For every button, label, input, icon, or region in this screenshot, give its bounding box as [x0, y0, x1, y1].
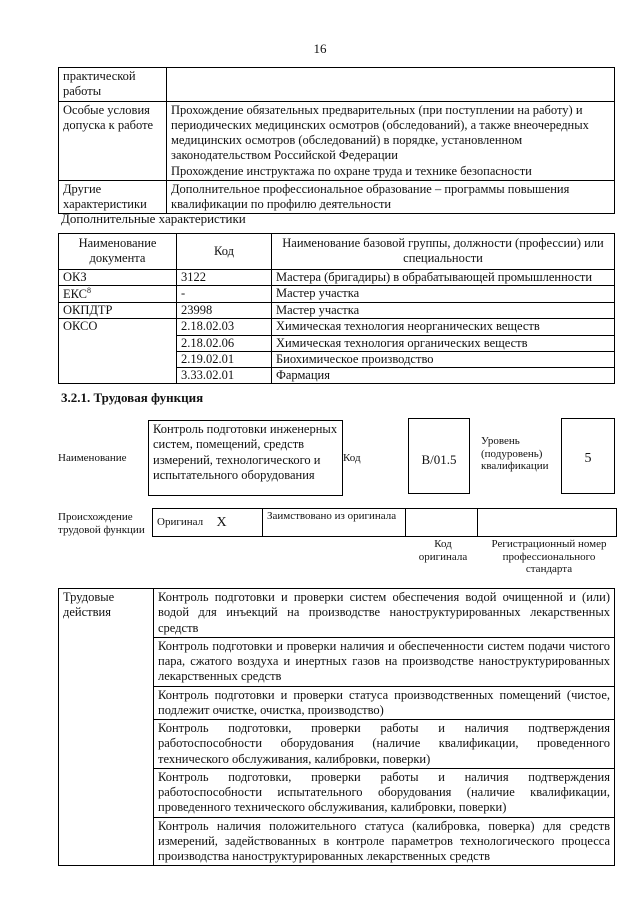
level-label: Уровень (подуровень) квалификации [481, 435, 549, 473]
table-row [59, 101, 615, 180]
name-cell: Биохимическое производство [272, 351, 615, 367]
table-row [59, 180, 615, 214]
level-value: 5 [584, 451, 592, 466]
original-mark: X [213, 509, 263, 537]
action-item: Контроль наличия положительного статуса (калибровка, поверка) для средств измерений, задействованных в контроле параметров технологического процесса производства наноструктурированных лекарственных средств [154, 817, 615, 866]
doc-name: ЕКС [63, 286, 87, 301]
column-header: Наименование документа [59, 234, 177, 270]
extra-characteristics-caption: Дополнительные характеристики [61, 211, 246, 226]
section-title: 3.2.1. Трудовая функция [61, 390, 204, 405]
name-label: Наименование [58, 452, 127, 464]
doc-cell: ОКЗ [59, 269, 177, 285]
code-cell: - [177, 285, 272, 302]
table-row [59, 303, 615, 319]
table-row [59, 269, 615, 285]
action-item: Контроль подготовки, проверки работы и наличия подтверждения работоспособности оборудования (наличие квалификации, проведенного технического обслуживания, калибровки, поверки) [154, 720, 615, 769]
doc-cell: ОКПДТР [59, 303, 177, 319]
row-content [167, 68, 615, 102]
condition-text: Дополнительное профессиональное образование – программы повышения квалификации по профилю деятельности [171, 181, 570, 211]
code-cell: 3122 [177, 269, 272, 285]
table-row [59, 319, 615, 335]
doc-cell: ОКСО [59, 319, 177, 384]
condition-text: Прохождение обязательных предварительных (при поступлении на работу) и периодических медицинских осмотров (обследований), а также внеочередных медицинских осмотров (обследований) в порядке, установленном законодательством Российской Федерации [171, 102, 589, 163]
row-label: Трудовые действия [59, 589, 154, 866]
page-number: 16 [313, 41, 327, 56]
row-content [167, 101, 615, 180]
row-label: Другие характеристики [59, 180, 167, 214]
reg-number-cell [478, 509, 617, 537]
code-cell: 3.33.02.01 [177, 368, 272, 384]
original-code-caption: Код оригинала [418, 538, 468, 563]
code-cell: 2.18.02.03 [177, 319, 272, 335]
borrowed-cell: Заимствовано из оригинала [263, 509, 406, 537]
name-cell: Химическая технология неорганических веществ [272, 319, 615, 335]
code-label: Код [343, 452, 361, 464]
origin-label: Происхождение трудовой функции [58, 511, 145, 536]
row-label: Особые условия допуска к работе [59, 101, 167, 180]
condition-text: Прохождение инструктажа по охране труда и технике безопасности [171, 163, 532, 178]
qualification-conditions-table [58, 67, 615, 214]
doc-cell [59, 285, 177, 302]
table-row [59, 589, 615, 638]
reg-number-caption: Регистрационный номер профессионального стандарта [491, 538, 607, 576]
labour-actions-table [58, 588, 615, 866]
column-header: Код [177, 234, 272, 270]
name-cell: Химическая технология органических веществ [272, 335, 615, 351]
action-item: Контроль подготовки и проверки систем обеспечения водой очищенной и (или) водой для инъекций на производстве наноструктурированных лекарственных средств [154, 589, 615, 638]
name-cell: Мастер участка [272, 303, 615, 319]
original-cell: Оригинал [153, 509, 213, 537]
code-cell: 2.18.02.06 [177, 335, 272, 351]
action-item: Контроль подготовки и проверки наличия и обеспеченности систем подачи чистого пара, сжатого воздуха и инертных газов на производстве наноструктурированных лекарственных средств [154, 637, 615, 686]
table-row [59, 285, 615, 302]
function-name-box: Контроль подготовки инженерных систем, помещений, средств измерений, технологического и испытательного оборудования [148, 420, 343, 496]
footnote-mark: 8 [87, 285, 91, 295]
row-content [167, 180, 615, 214]
table-row [59, 68, 615, 102]
table-header-row [59, 234, 615, 270]
extra-characteristics-table [58, 233, 615, 384]
name-cell: Мастера (бригадиры) в обрабатывающей промышленности [272, 269, 615, 285]
code-value: B/01.5 [421, 452, 457, 467]
name-cell: Мастер участка [272, 285, 615, 302]
code-cell: 2.19.02.01 [177, 351, 272, 367]
row-label: практической работы [59, 68, 167, 102]
table-row [153, 509, 617, 537]
origin-table [152, 508, 617, 537]
code-box [408, 418, 470, 494]
action-item: Контроль подготовки, проверки работы и наличия подтверждения работоспособности испытательного оборудования (наличие квалификации, проведенного технического обслуживания, калибровки, поверки) [154, 768, 615, 817]
name-cell: Фармация [272, 368, 615, 384]
level-box [561, 418, 615, 494]
original-code-cell [406, 509, 478, 537]
action-item: Контроль подготовки и проверки статуса производственных помещений (чистое, подлежит очистке, очистка, производство) [154, 686, 615, 720]
code-cell: 23998 [177, 303, 272, 319]
column-header: Наименование базовой группы, должности (профессии) или специальности [272, 234, 615, 270]
